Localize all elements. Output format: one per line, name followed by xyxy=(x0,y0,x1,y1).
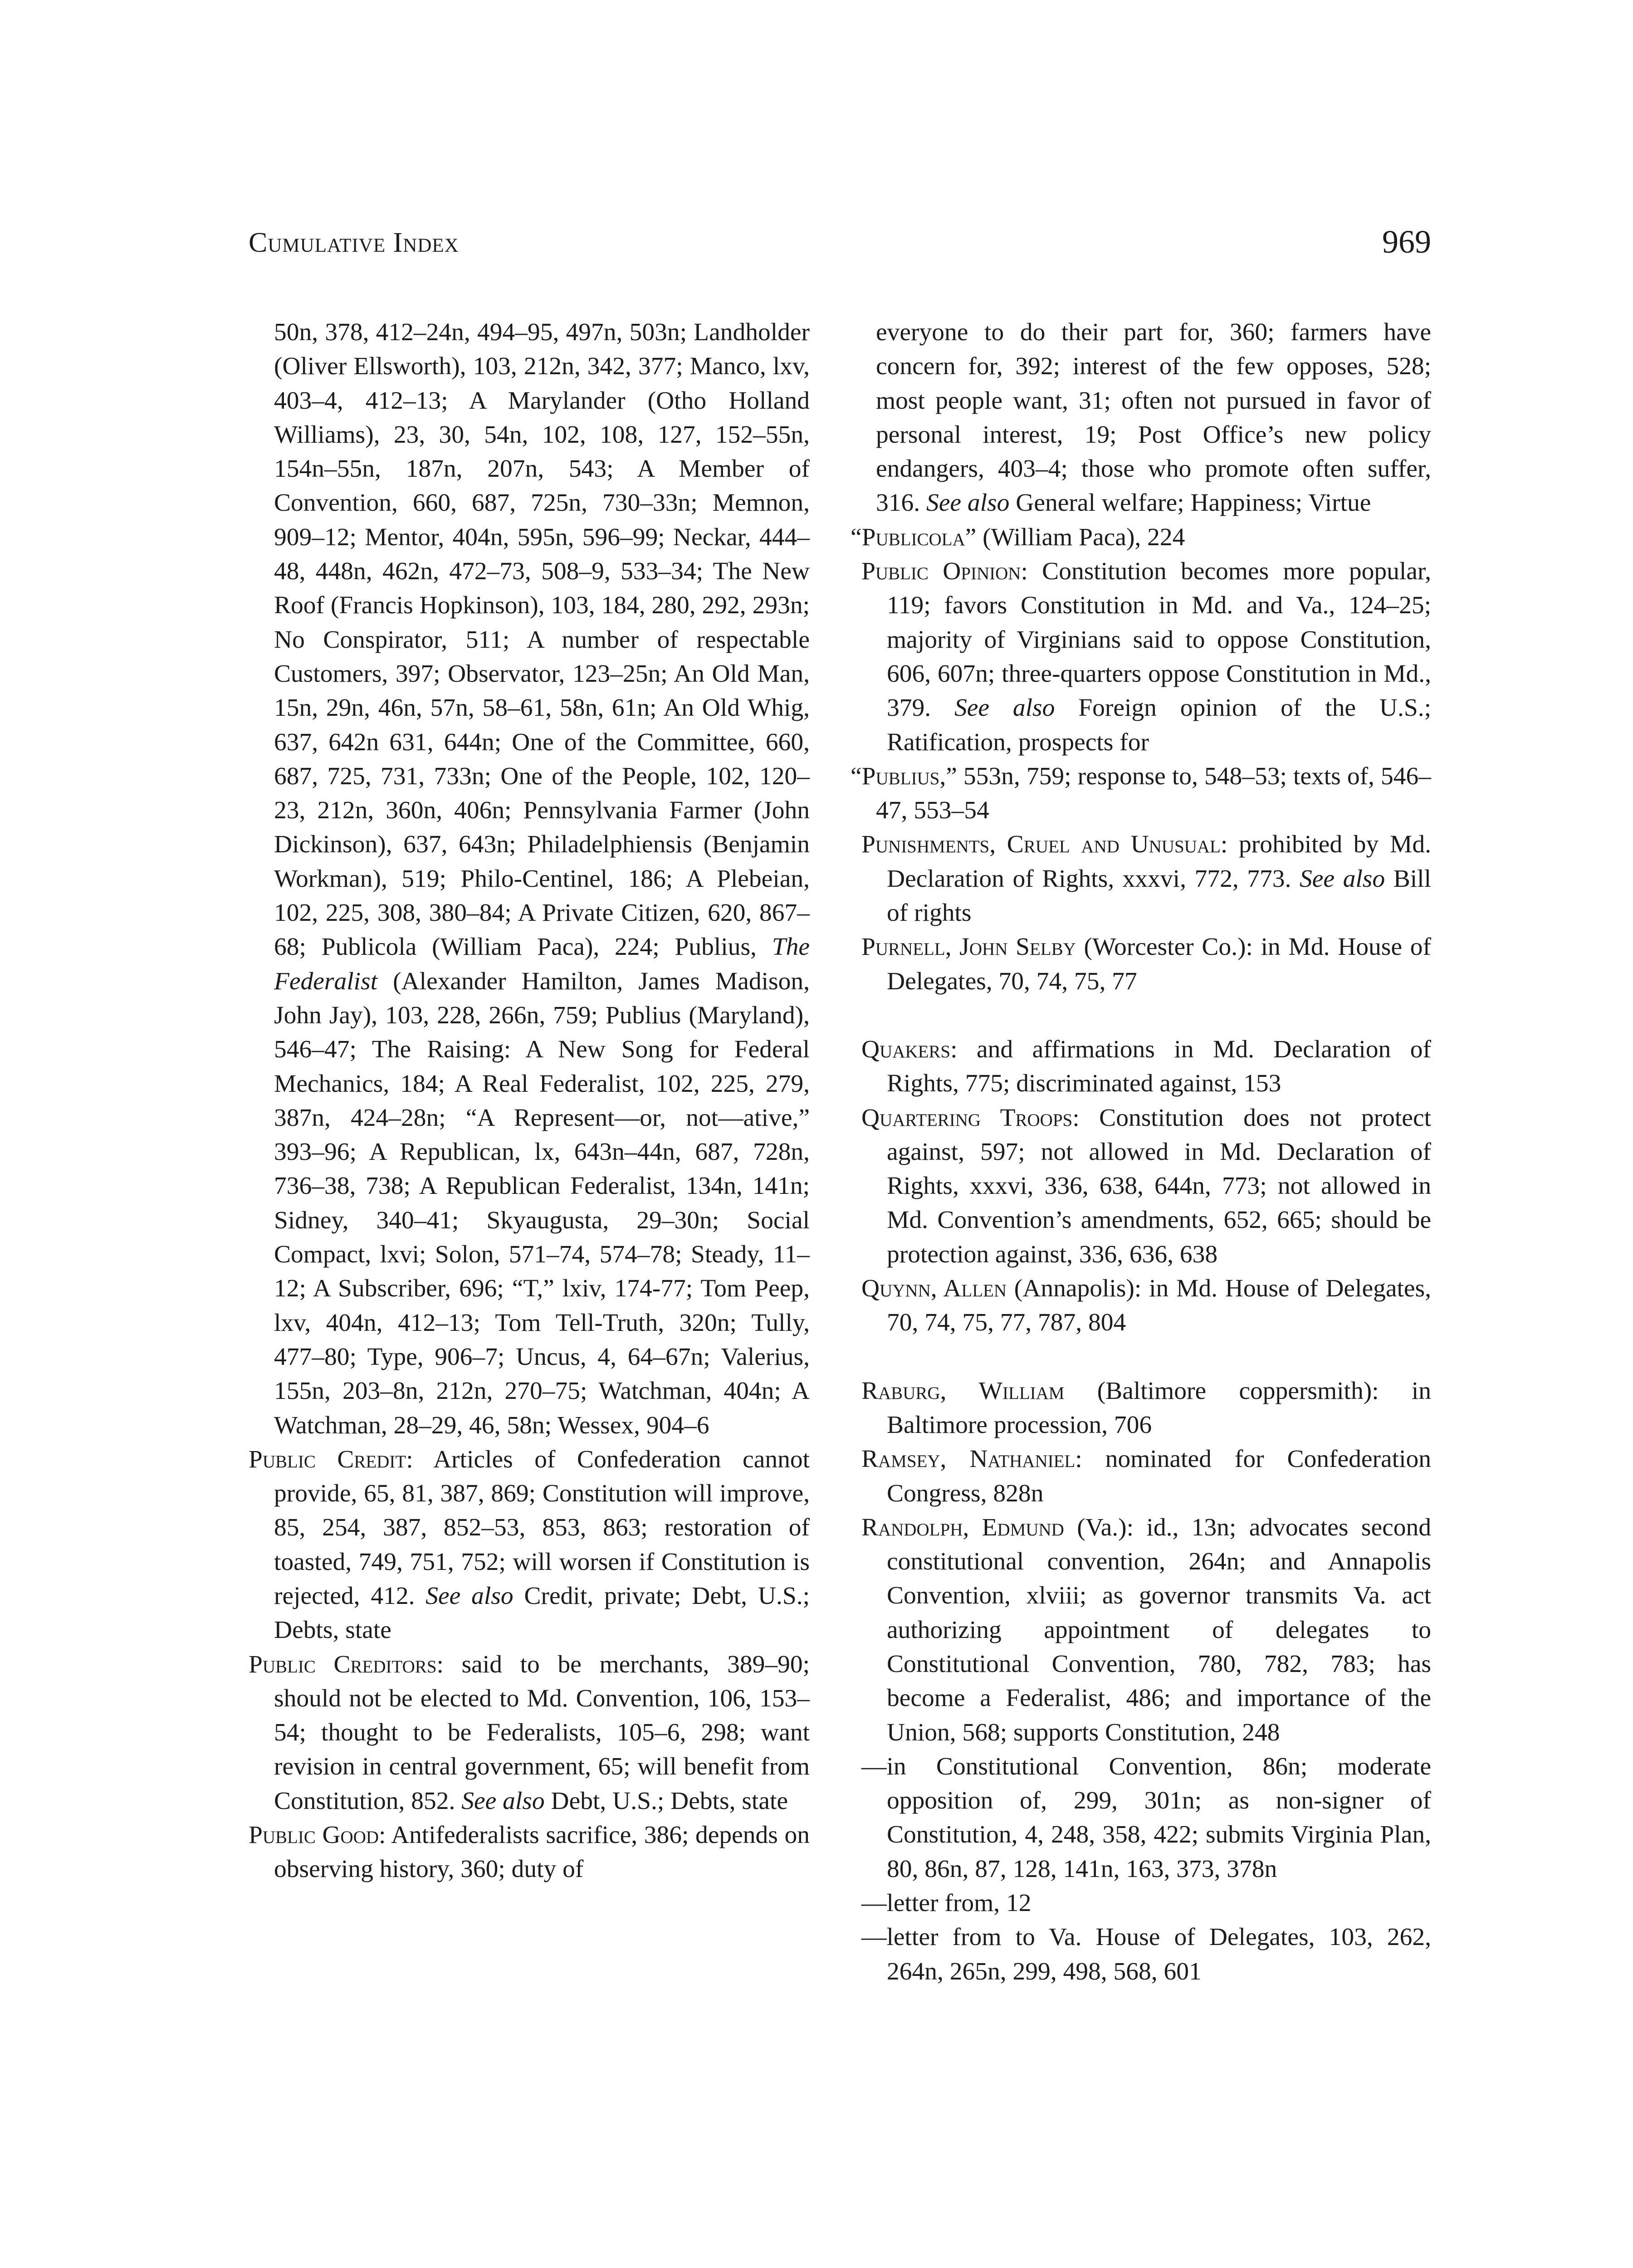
index-entry-publicola xyxy=(851,520,1431,554)
index-subentry: —letter from, 12 xyxy=(861,1889,1032,1917)
entry-text: : Constitution does not protect against, 597; not allowed in Md. Declaration of Rights, xxxvi, 336, 638, 644n, 773; not allowed in Md. Convention’s amendments, 652, 665; should be protection against, 336, 636, 638 xyxy=(887,1104,1431,1268)
entry-headword: Randolph, Edmund xyxy=(861,1513,1064,1541)
entry-headword: Public Good xyxy=(249,1821,379,1849)
running-head-title: Cumulative Index xyxy=(249,227,459,258)
entry-italic-title: The Federalist xyxy=(274,933,810,995)
entry-headword: Punishments, Cruel and Unusual xyxy=(861,831,1221,859)
see-also-label: See also xyxy=(1300,865,1385,893)
entry-text: (Worcester Co.): in Md. House of Delegates, 70, 74, 75, 77 xyxy=(887,933,1431,995)
entry-headword: Purnell, John Selby xyxy=(861,933,1076,961)
entry-text: everyone to do their part for, 360; farmers have concern for, 392; interest of the few opposes, 528; most people want, 31; often not pursued in favor of personal interest, 19; Post Office’s new policy endangers, 403–4; those who promote often suffer, 316. xyxy=(876,318,1431,517)
running-head xyxy=(249,224,1431,272)
index-entry-continuation xyxy=(851,315,1431,520)
see-also-label: See also xyxy=(425,1582,513,1610)
entry-text: 553n, 759; response to, 548–53; texts of, 546–47, 553–54 xyxy=(876,762,1431,825)
index-entry-randolph xyxy=(851,1510,1431,1750)
entry-text: : Antifederalists sacrifice, 386; depends on observing history, 360; duty of xyxy=(274,1821,810,1883)
index-entry-ramsey xyxy=(851,1442,1431,1510)
cross-references: Credit, private; Debt, U.S.; Debts, state xyxy=(274,1582,810,1644)
entry-headword: “Publius,” xyxy=(851,762,957,790)
cross-references: Debt, U.S.; Debts, state xyxy=(551,1787,788,1815)
cross-references: General welfare; Happiness; Virtue xyxy=(1016,489,1371,517)
index-entry-continuation xyxy=(249,315,810,1442)
entry-text: (Va.): id., 13n; advocates second constitutional convention, 264n; and Annapolis Convention, xlviii; as governor transmits Va. act authorizing appointment of delegates to Constitutional Convention, 780, 782, 783; has become a Federalist, 486; and importance of the Union, 568; supports Constitution, 248 xyxy=(887,1513,1432,1746)
page-number: 969 xyxy=(1382,224,1431,260)
see-also-label: See also xyxy=(926,489,1010,517)
entry-headword: Public Creditors xyxy=(249,1650,437,1678)
entry-headword: Quakers xyxy=(861,1035,951,1063)
entry-text: 50n, 378, 412–24n, 494–95, 497n, 503n; Landholder (Oliver Ellsworth), 103, 212n, 342, 377; Manco, lxv, 403–4, 412–13; A Marylander (Otho Holland Williams), 23, 30, 54n, 102, 108, 127, 152–55n, 154n–55n, 187n, 207n, 543; A Member of Convention, 660, 687, 725n, 730–33n; Memnon, 909–12; Mentor, 404n, 595n, 596–99; Neckar, 444–48, 448n, 462n, 472–73, 508–9, 533–34; The New Roof (Francis Hopkinson), 103, 184, 280, 292, 293n; No Conspirator, 511; A number of respectable Customers, 397; Observator, 123–25n; An Old Man, 15n, 29n, 46n, 57n, 58–61, 58n, 61n; An Old Whig, 637, 642n 631, 644n; One of the Committee, 660, 687, 725, 731, 733n; One of the People, 102, 120–23, 212n, 360n, 406n; Pennsylvania Farmer (John Dickinson), 637, 643n; Philadelphiensis (Benjamin Workman), 519; Philo-Centinel, 186; A Plebeian, 102, 225, 308, 380–84; A Private Citizen, 620, 867–68; Publicola (William Paca), 224; Publius, xyxy=(274,318,810,961)
index-entry-public-credit xyxy=(249,1442,810,1647)
index-subentry: —in Constitutional Convention, 86n; moderate opposition of, 299, 301n; as non-signer of Constitution, 4, 248, 358, 422; submits Virginia Plan, 80, 86n, 87, 128, 141n, 163, 373, 378n xyxy=(861,1752,1431,1883)
cross-references: Bill of rights xyxy=(887,865,1431,927)
entry-text: : said to be merchants, 389–90; should not be elected to Md. Convention, 106, 153–54; thought to be Federalists, 105–6, 298; want revision in central government, 65; will benefit from Constitution, 852. xyxy=(274,1650,810,1815)
entry-text: (Baltimore coppersmith): in Baltimore procession, 706 xyxy=(887,1377,1431,1439)
index-entry-public-good xyxy=(249,1818,810,1887)
index-column-right xyxy=(851,315,1431,1989)
index-entry-punishments xyxy=(851,827,1431,930)
index-entry-quakers xyxy=(851,1032,1431,1101)
index-entry-public-opinion xyxy=(851,554,1431,759)
cross-references: Foreign opinion of the U.S.; Ratification, prospects for xyxy=(887,694,1432,756)
entry-text: (Annapolis): in Md. House of Delegates, 70, 74, 75, 77, 787, 804 xyxy=(887,1275,1431,1337)
entry-headword: Public Credit xyxy=(249,1445,406,1473)
index-column-left xyxy=(249,315,810,1887)
entry-headword: Quartering Troops xyxy=(861,1104,1073,1132)
entry-text: : and affirmations in Md. Declaration of Rights, 775; discriminated against, 153 xyxy=(887,1035,1431,1098)
entry-headword: Raburg, William xyxy=(861,1377,1065,1405)
index-entry-quartering-troops xyxy=(851,1101,1431,1271)
index-entry-purnell xyxy=(851,930,1431,998)
index-entry-quynn xyxy=(851,1271,1431,1340)
entry-headword: “Publicola” xyxy=(851,523,977,551)
entry-text: (William Paca), 224 xyxy=(976,523,1185,551)
index-entry-publius xyxy=(851,759,1431,828)
entry-text: : Articles of Confederation cannot provide, 65, 81, 387, 869; Constitution will improve, 85, 254, 387, 852–53, 853, 863; restoration of toasted, 749, 751, 752; will worsen if Constitution is rejected, 412. xyxy=(274,1445,810,1610)
entry-headword: Quynn, Allen xyxy=(861,1275,1007,1303)
see-also-label: See also xyxy=(954,694,1055,722)
entry-headword: Ramsey, Nathaniel xyxy=(861,1445,1076,1473)
entry-text: : Constitution becomes more popular, 119; favors Constitution in Md. and Va., 124–25; majority of Virginians said to oppose Constitution, 606, 607n; three-quarters oppose Constitution in Md., 379. xyxy=(887,557,1432,722)
entry-text: : prohibited by Md. Declaration of Rights, xxxvi, 772, 773. xyxy=(887,831,1431,893)
entry-text: (Alexander Hamilton, James Madison, John Jay), 103, 228, 266n, 759; Publius (Maryland), 546–47; The Raising: A New Song for Federal Mechanics, 184; A Real Federalist, 102, 225, 279, 387n, 424–28n; “A Represent—or, not—ative,” 393–96; A Republican, lx, 643n–44n, 687, 728n, 736–38, 738; A Republican Federalist, 134n, 141n; Sidney, 340–41; Skyaugusta, 29–30n; Social Compact, lxvi; Solon, 571–74, 574–78; Steady, 11–12; A Subscriber, 696; “T,” lxiv, 174-77; Tom Peep, lxv, 404n, 412–13; Tom Tell-Truth, 320n; Tully, 477–80; Type, 906–7; Uncus, 4, 64–67n; Valerius, 155n, 203–8n, 212n, 270–75; Watchman, 404n; A Watchman, 28–29, 46, 58n; Wessex, 904–6 xyxy=(274,967,810,1439)
index-entry-public-creditors xyxy=(249,1647,810,1818)
entry-text: : nominated for Confederation Congress, 828n xyxy=(887,1445,1431,1507)
index-entry-raburg xyxy=(851,1374,1431,1442)
index-subentry: —letter from to Va. House of Delegates, 103, 262, 264n, 265n, 299, 498, 568, 601 xyxy=(861,1923,1431,1985)
entry-headword: Public Opinion xyxy=(861,557,1021,586)
see-also-label: See also xyxy=(461,1787,545,1815)
